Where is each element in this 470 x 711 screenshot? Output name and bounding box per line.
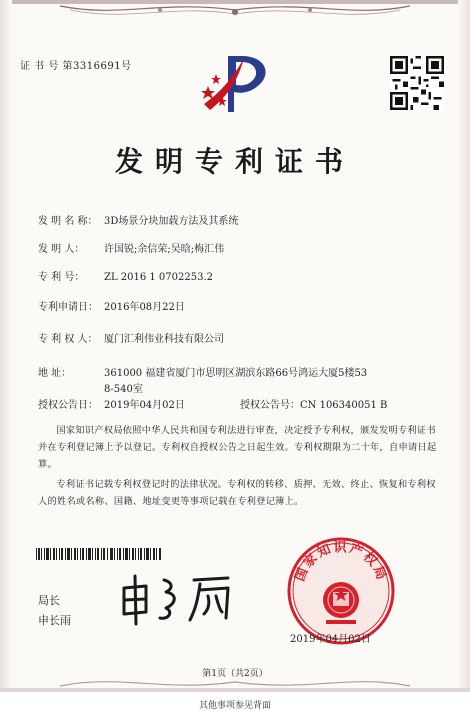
grant-date-value: 2019年04月02日 bbox=[104, 400, 185, 411]
address-label: 地 址： bbox=[38, 368, 72, 379]
patentee-field bbox=[38, 330, 224, 345]
address-value: 361000 福建省厦门市思明区湖滨东路66号鸿运大厦5楼53 bbox=[104, 368, 368, 379]
address-value-line2: 8-540室 bbox=[104, 384, 143, 395]
filing-date-value: 2016年08月22日 bbox=[104, 302, 185, 313]
certificate-title: 发明专利证书 bbox=[114, 145, 355, 178]
inventors-field bbox=[38, 240, 224, 255]
top-ornament-border bbox=[0, 0, 470, 26]
patent-number-value: ZL 2016 1 0702253.2 bbox=[104, 272, 214, 283]
filing-date-field bbox=[38, 298, 185, 313]
patentee-value: 厦门汇利伟业科技有限公司 bbox=[104, 334, 224, 345]
handwritten-signature bbox=[116, 574, 244, 626]
legal-status-paragraph: 专利证书记载专利权登记时的法律状况。专利权的转移、质押、无效、终止、恢复和专利权人的姓名或名称、国籍、地址变更等事项记载在专利登记簿上。 bbox=[38, 479, 436, 507]
patent-number-field bbox=[38, 268, 213, 283]
seal-date: 2019年04月02日 bbox=[290, 634, 371, 645]
invention-name-value: 3D场景分块加载方法及其系统 bbox=[104, 216, 239, 227]
signatory-title: 局长 bbox=[38, 594, 60, 607]
qr-code-icon bbox=[390, 56, 444, 110]
grant-pub-no-value: CN 106340051 B bbox=[300, 400, 388, 411]
invention-name-field bbox=[38, 212, 238, 227]
left-ornament-border bbox=[0, 0, 12, 692]
grant-date-label: 授权公告日： bbox=[38, 400, 98, 411]
address-field bbox=[38, 364, 367, 379]
grant-statement-paragraph: 国家知识产权局依照中华人民共和国专利法进行审查，决定授予专利权，颁发发明专利证书并在专利登记簿上予以登记。专利权自授权公告之日起生效。专利权期限为二十年，自申请日起算。 bbox=[38, 425, 437, 470]
grant-pub-no-field bbox=[240, 396, 387, 411]
signatory-name: 申长雨 bbox=[38, 614, 71, 627]
inventors-value: 许国锐;余信荣;吴晗;梅汇伟 bbox=[104, 244, 225, 255]
seal-text: 国家知识产权局 bbox=[292, 540, 390, 584]
cnipa-emblem-icon bbox=[198, 50, 278, 118]
grant-date-field bbox=[38, 396, 185, 411]
patentee-label: 专 利 权 人： bbox=[38, 334, 98, 345]
barcode-icon bbox=[36, 548, 162, 560]
invention-name-label: 发 明 名 称： bbox=[38, 216, 98, 227]
grant-pub-no-label: 授权公告号： bbox=[240, 400, 300, 411]
filing-date-label: 专利申请日： bbox=[38, 302, 98, 313]
certificate-number: 证 书 号 第3316691号 bbox=[20, 61, 132, 72]
page-number: 第1页（共2页） bbox=[202, 669, 268, 679]
right-ornament-border bbox=[458, 0, 470, 692]
patent-number-label: 专 利 号： bbox=[38, 272, 85, 283]
inventors-label: 发 明 人： bbox=[38, 244, 85, 255]
footer-note: 其他事项参见背面 bbox=[198, 701, 271, 711]
